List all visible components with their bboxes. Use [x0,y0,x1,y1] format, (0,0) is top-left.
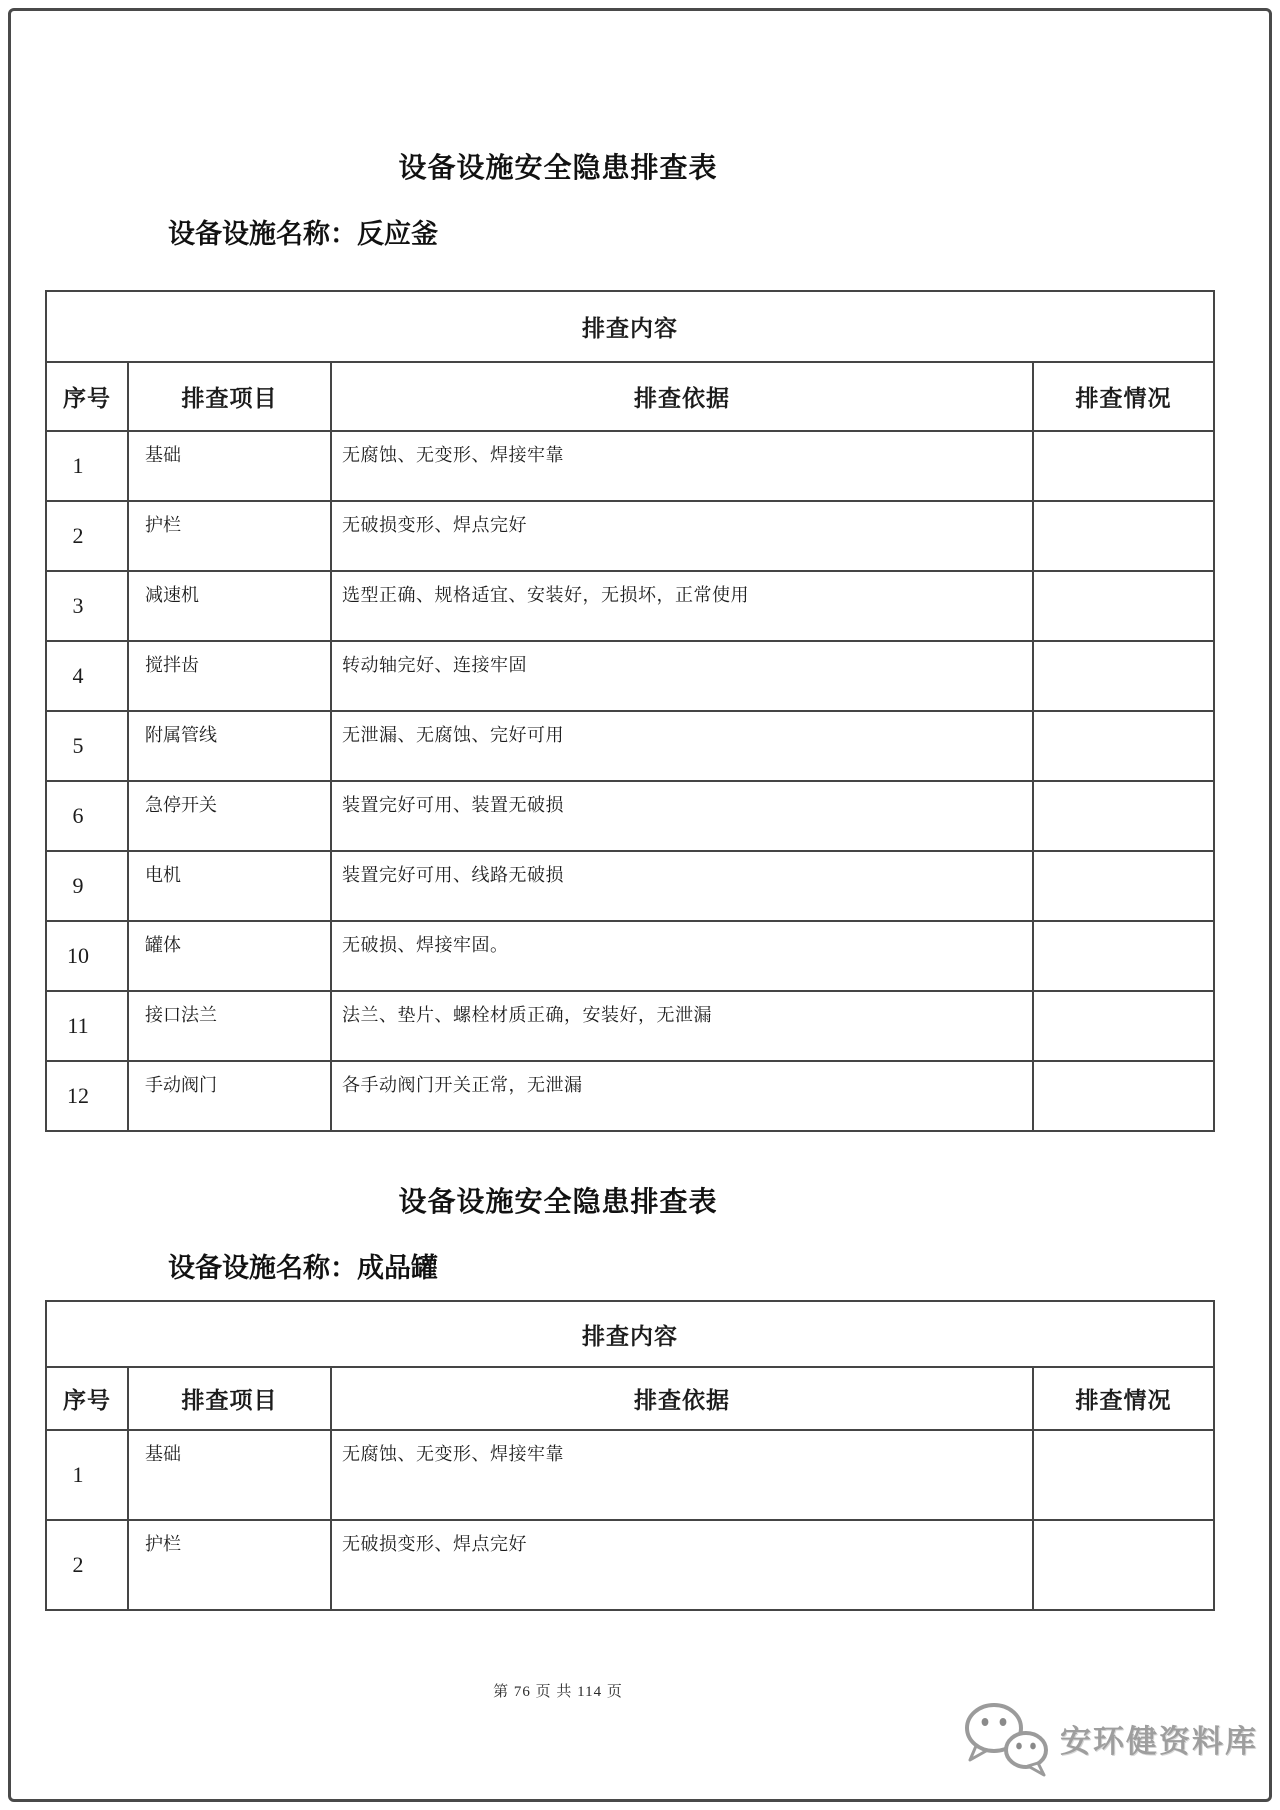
equipment-name-value: 成品罐 [357,1253,438,1283]
cell-inspect-status [1033,571,1214,641]
cell-inspect-status [1033,1520,1214,1610]
cell-row-number: 5 [46,711,128,781]
cell-row-number: 11 [46,991,128,1061]
cell-inspect-item: 罐体 [128,921,331,991]
equipment-name-line [168,1246,438,1285]
cell-inspect-item: 护栏 [128,501,331,571]
cell-inspect-item: 搅拌齿 [128,641,331,711]
cell-inspect-status [1033,1430,1214,1520]
equipment-name-label: 设备设施名称： [168,1253,357,1283]
cell-inspect-item: 基础 [128,431,331,501]
cell-row-number: 6 [46,781,128,851]
cell-row-number: 2 [46,501,128,571]
cell-inspect-status [1033,711,1214,781]
page-number-footer: 第 76 页 共 114 页 [493,1684,623,1700]
cell-inspect-basis: 各手动阀门开关正常，无泄漏 [331,1061,1033,1131]
equipment-name-value: 反应釜 [357,219,438,249]
table-row [46,571,1214,641]
cell-inspect-status [1033,431,1214,501]
table-row [46,781,1214,851]
table-row [46,1520,1214,1610]
cell-row-number: 3 [46,571,128,641]
cell-inspect-item: 接口法兰 [128,991,331,1061]
equipment-name-label: 设备设施名称： [168,219,357,249]
column-header-status: 排查情况 [1033,362,1214,431]
cell-row-number: 4 [46,641,128,711]
cell-inspect-basis: 装置完好可用、线路无破损 [331,851,1033,921]
table-banner-row [46,291,1214,362]
equipment-name-line [168,212,438,251]
cell-inspect-basis: 装置完好可用、装置无破损 [331,781,1033,851]
column-header-no: 序号 [46,1367,128,1430]
cell-inspect-item: 附属管线 [128,711,331,781]
cell-row-number: 1 [46,1430,128,1520]
table-row [46,431,1214,501]
column-header-basis: 排查依据 [331,362,1033,431]
cell-inspect-status [1033,781,1214,851]
cell-inspect-basis: 无腐蚀、无变形、焊接牢靠 [331,431,1033,501]
cell-inspect-item: 手动阀门 [128,1061,331,1131]
table-banner-row [46,1301,1214,1367]
table-header-row [46,1367,1214,1430]
table-row [46,641,1214,711]
cell-inspect-basis: 转动轴完好、连接牢固 [331,641,1033,711]
cell-inspect-basis: 无腐蚀、无变形、焊接牢靠 [331,1430,1033,1520]
inspection-table-product-tank [45,1300,1215,1611]
cell-inspect-status [1033,991,1214,1061]
cell-row-number: 2 [46,1520,128,1610]
cell-inspect-item: 急停开关 [128,781,331,851]
table-banner: 排查内容 [46,291,1214,362]
cell-inspect-status [1033,921,1214,991]
column-header-item: 排查项目 [128,1367,331,1430]
column-header-item: 排查项目 [128,362,331,431]
cell-inspect-basis: 无破损、焊接牢固。 [331,921,1033,991]
cell-inspect-status [1033,851,1214,921]
table-row [46,921,1214,991]
cell-inspect-item: 基础 [128,1430,331,1520]
cell-inspect-status [1033,641,1214,711]
cell-row-number: 1 [46,431,128,501]
column-header-no: 序号 [46,362,128,431]
cell-row-number: 12 [46,1061,128,1131]
cell-row-number: 9 [46,851,128,921]
table-row [46,1061,1214,1131]
table-banner: 排查内容 [46,1301,1214,1367]
cell-inspect-status [1033,501,1214,571]
column-header-status: 排查情况 [1033,1367,1214,1430]
table-row [46,711,1214,781]
watermark [960,1698,1258,1778]
table-header-row [46,362,1214,431]
document-title: 设备设施安全隐患排查表 [398,1187,718,1218]
cell-inspect-item: 电机 [128,851,331,921]
watermark-text: 安环健资料库 [1060,1723,1258,1759]
cell-inspect-basis: 无泄漏、无腐蚀、完好可用 [331,711,1033,781]
cell-inspect-status [1033,1061,1214,1131]
cell-inspect-basis: 选型正确、规格适宜、安装好，无损坏，正常使用 [331,571,1033,641]
table-row [46,1430,1214,1520]
column-header-basis: 排查依据 [331,1367,1033,1430]
table-row [46,851,1214,921]
cell-inspect-basis: 法兰、垫片、螺栓材质正确，安装好，无泄漏 [331,991,1033,1061]
document-title: 设备设施安全隐患排查表 [398,153,718,184]
cell-inspect-basis: 无破损变形、焊点完好 [331,1520,1033,1610]
inspection-table-reactor [45,290,1215,1132]
table-row [46,501,1214,571]
table-row [46,991,1214,1061]
chat-bubbles-icon [960,1698,1052,1778]
cell-inspect-item: 减速机 [128,571,331,641]
cell-inspect-item: 护栏 [128,1520,331,1610]
cell-row-number: 10 [46,921,128,991]
cell-inspect-basis: 无破损变形、焊点完好 [331,501,1033,571]
